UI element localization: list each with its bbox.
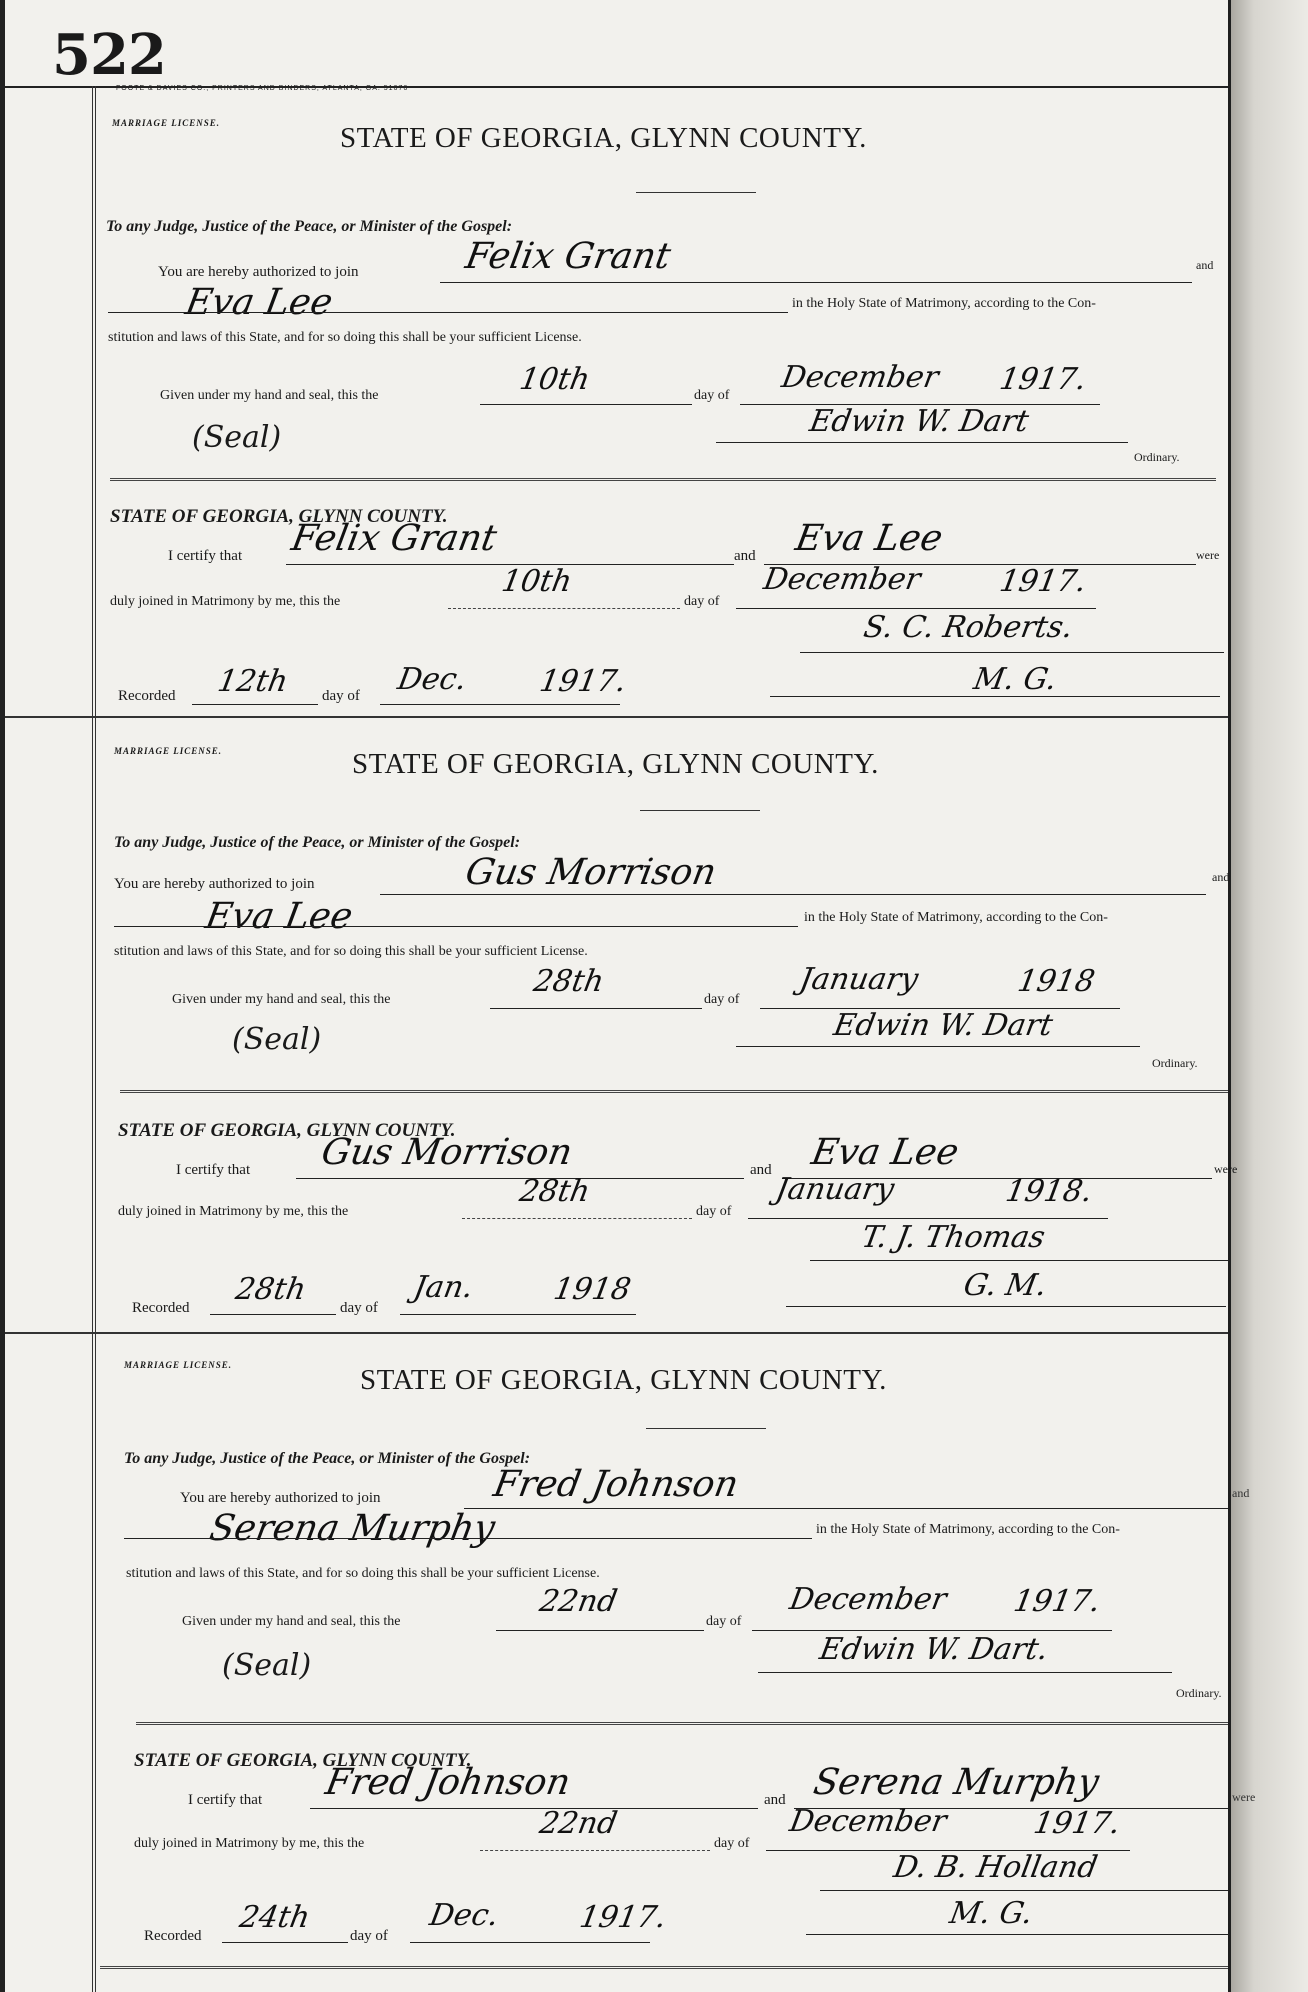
certificate-bride: Serena Murphy <box>810 1762 1103 1803</box>
officiant-signature: T. J. Thomas <box>858 1220 1048 1255</box>
certificate-and: and <box>750 1162 772 1178</box>
license-title: STATE OF GEORGIA, GLYNN COUNTY. <box>340 122 867 154</box>
recorded-day-of: day of <box>340 1300 378 1316</box>
officiant-title: G. M. <box>960 1268 1050 1303</box>
license-day: 28th <box>530 964 607 999</box>
certificate-and: and <box>734 548 756 564</box>
bride-name: Eva Lee <box>202 896 356 937</box>
day-of-label: day of <box>706 1614 742 1629</box>
binding-shadow <box>1231 0 1308 1992</box>
license-label: MARRIAGE LICENSE. <box>114 746 223 756</box>
recorded-month-line <box>400 1314 636 1315</box>
ordinary-label: Ordinary. <box>1134 450 1180 464</box>
bride-line <box>108 312 788 313</box>
constitution-text: stitution and laws of this State, and for so doing this shall be your sufficient License. <box>126 1566 600 1581</box>
given-label: Given under my hand and seal, this the <box>160 388 379 403</box>
title-rule <box>636 192 756 193</box>
and-label: and <box>1232 1486 1250 1500</box>
marriage-month-line <box>736 608 1096 609</box>
certify-label: I certify that <box>188 1792 263 1808</box>
recorded-day-of: day of <box>350 1928 388 1944</box>
certificate-groom: Fred Johnson <box>322 1762 574 1803</box>
recorded-month: Dec. <box>426 1898 502 1933</box>
certificate-groom-line <box>296 1178 744 1179</box>
bride-name: Eva Lee <box>182 282 336 323</box>
recorded-month-line <box>380 704 620 705</box>
groom-name: Fred Johnson <box>490 1464 742 1505</box>
license-address: To any Judge, Justice of the Peace, or Minister of the Gospel: <box>106 218 513 235</box>
authorized-label: You are hereby authorized to join <box>158 264 359 280</box>
page-edge <box>0 0 5 1992</box>
license-year: 1917. <box>1010 1584 1103 1619</box>
license-year: 1917. <box>996 362 1089 397</box>
and-label: and <box>1212 870 1230 884</box>
constitution-text: stitution and laws of this State, and for so doing this shall be your sufficient License. <box>114 944 588 959</box>
certificate-divider <box>136 1722 1228 1725</box>
were-label: were <box>1214 1162 1238 1176</box>
license-month: December <box>778 360 942 395</box>
license-day: 22nd <box>536 1584 620 1619</box>
officiant-signature: S. C. Roberts. <box>860 610 1076 645</box>
ordinary-signature: Edwin W. Dart <box>806 404 1032 439</box>
joined-label: duly joined in Matrimony by me, this the <box>110 594 341 609</box>
bride-name: Serena Murphy <box>206 1508 499 1549</box>
seal: (Seal) <box>222 1648 312 1683</box>
certificate-and: and <box>764 1792 786 1808</box>
marriage-month: December <box>786 1804 950 1839</box>
certificate-title: STATE OF GEORGIA, GLYNN COUNTY. <box>118 1120 456 1141</box>
ordinary-label: Ordinary. <box>1176 1686 1222 1700</box>
recorded-day-of: day of <box>322 688 360 704</box>
license-label: MARRIAGE LICENSE. <box>112 118 221 128</box>
license-address: To any Judge, Justice of the Peace, or Minister of the Gospel: <box>124 1450 531 1467</box>
marriage-day-line <box>462 1218 692 1219</box>
page-number: 522 <box>52 22 166 88</box>
officiant-title: M. G. <box>970 662 1060 697</box>
printer-imprint: FOOTE & DAVIES CO., PRINTERS AND BINDERS, ATLANTA, GA. 51676 <box>116 85 409 92</box>
signature-line <box>758 1672 1172 1673</box>
marriage-day-line <box>480 1850 710 1851</box>
marriage-year: 1918. <box>1002 1174 1095 1209</box>
ordinary-signature: Edwin W. Dart <box>830 1008 1056 1043</box>
marriage-month-line <box>748 1218 1108 1219</box>
seal: (Seal) <box>232 1022 322 1057</box>
license-label: MARRIAGE LICENSE. <box>124 1360 233 1370</box>
license-title: STATE OF GEORGIA, GLYNN COUNTY. <box>352 748 879 780</box>
left-margin-rule <box>92 86 96 1992</box>
certificate-bride: Eva Lee <box>792 518 946 559</box>
recorded-year: 1917. <box>536 664 629 699</box>
marriage-day-of: day of <box>696 1204 732 1219</box>
given-label: Given under my hand and seal, this the <box>172 992 391 1007</box>
marriage-year: 1917. <box>996 564 1089 599</box>
license-month: December <box>786 1582 950 1617</box>
certificate-divider <box>110 478 1216 481</box>
section-divider <box>5 716 1228 718</box>
license-day: 10th <box>516 362 593 397</box>
month-line <box>752 1630 1112 1631</box>
marriage-day-of: day of <box>684 594 720 609</box>
marriage-year: 1917. <box>1030 1806 1123 1841</box>
signature-line <box>716 442 1128 443</box>
title-rule <box>640 810 760 811</box>
were-label: were <box>1196 548 1220 562</box>
ordinary-signature: Edwin W. Dart. <box>816 1632 1051 1667</box>
recorded-year: 1917. <box>576 1900 669 1935</box>
license-address: To any Judge, Justice of the Peace, or Minister of the Gospel: <box>114 834 521 851</box>
recorded-month: Dec. <box>394 662 470 697</box>
groom-line <box>464 1508 1228 1509</box>
certificate-bride: Eva Lee <box>808 1132 962 1173</box>
license-year: 1918 <box>1014 964 1098 999</box>
bride-line <box>114 926 798 927</box>
day-line <box>496 1630 704 1631</box>
license-title: STATE OF GEORGIA, GLYNN COUNTY. <box>360 1364 887 1396</box>
certificate-groom: Felix Grant <box>288 518 500 559</box>
authorized-label: You are hereby authorized to join <box>180 1490 381 1506</box>
officiant-title-line <box>770 696 1220 697</box>
and-label: and <box>1196 258 1214 272</box>
marriage-day: 22nd <box>536 1806 620 1841</box>
marriage-day: 10th <box>498 564 575 599</box>
marriage-month: December <box>760 562 924 597</box>
marriage-day-of: day of <box>714 1836 750 1851</box>
day-of-label: day of <box>694 388 730 403</box>
certificate-title: STATE OF GEORGIA, GLYNN COUNTY. <box>134 1750 472 1771</box>
signature-line <box>736 1046 1140 1047</box>
holy-state-text: in the Holy State of Matrimony, according to the Con- <box>804 910 1108 925</box>
given-label: Given under my hand and seal, this the <box>182 1614 401 1629</box>
constitution-text: stitution and laws of this State, and for so doing this shall be your sufficient License. <box>108 330 582 345</box>
officiant-line <box>810 1260 1230 1261</box>
joined-label: duly joined in Matrimony by me, this the <box>134 1836 365 1851</box>
recorded-day: 24th <box>236 1900 313 1935</box>
recorded-day: 12th <box>214 664 291 699</box>
marriage-day-line <box>448 608 680 609</box>
certify-label: I certify that <box>176 1162 251 1178</box>
recorded-label: Recorded <box>132 1300 190 1316</box>
seal: (Seal) <box>192 420 282 455</box>
groom-line <box>380 894 1206 895</box>
groom-line <box>440 282 1192 283</box>
recorded-day-line <box>222 1942 348 1943</box>
recorded-month-line <box>410 1942 650 1943</box>
top-rule <box>0 86 1308 88</box>
certificate-title: STATE OF GEORGIA, GLYNN COUNTY. <box>110 506 448 527</box>
recorded-year: 1918 <box>550 1272 634 1307</box>
joined-label: duly joined in Matrimony by me, this the <box>118 1204 349 1219</box>
recorded-day: 28th <box>232 1272 309 1307</box>
recorded-day-line <box>210 1314 336 1315</box>
officiant-title-line <box>806 1934 1230 1935</box>
officiant-signature: D. B. Holland <box>890 1850 1101 1885</box>
day-of-label: day of <box>704 992 740 1007</box>
recorded-month: Jan. <box>410 1270 476 1305</box>
officiant-title: M. G. <box>946 1896 1036 1931</box>
authorized-label: You are hereby authorized to join <box>114 876 315 892</box>
recorded-day-line <box>192 704 318 705</box>
groom-name: Gus Morrison <box>462 852 720 893</box>
recorded-label: Recorded <box>118 688 176 704</box>
certificate-divider <box>120 1090 1228 1093</box>
bottom-rule <box>100 1966 1228 1969</box>
marriage-month: January <box>772 1172 897 1207</box>
groom-name: Felix Grant <box>462 236 674 277</box>
holy-state-text: in the Holy State of Matrimony, according to the Con- <box>792 296 1096 311</box>
day-line <box>490 1008 702 1009</box>
holy-state-text: in the Holy State of Matrimony, according to the Con- <box>816 1522 1120 1537</box>
bride-line <box>124 1538 812 1539</box>
officiant-line <box>800 652 1224 653</box>
certificate-groom: Gus Morrison <box>318 1132 576 1173</box>
were-label: were <box>1232 1790 1256 1804</box>
certificate-groom-line <box>310 1808 758 1809</box>
certify-label: I certify that <box>168 548 243 564</box>
section-divider <box>5 1332 1228 1334</box>
ordinary-label: Ordinary. <box>1152 1056 1198 1070</box>
license-month: January <box>796 962 921 997</box>
marriage-day: 28th <box>516 1174 593 1209</box>
day-line <box>480 404 692 405</box>
recorded-label: Recorded <box>144 1928 202 1944</box>
title-rule <box>646 1428 766 1429</box>
officiant-title-line <box>786 1306 1226 1307</box>
officiant-line <box>820 1890 1228 1891</box>
